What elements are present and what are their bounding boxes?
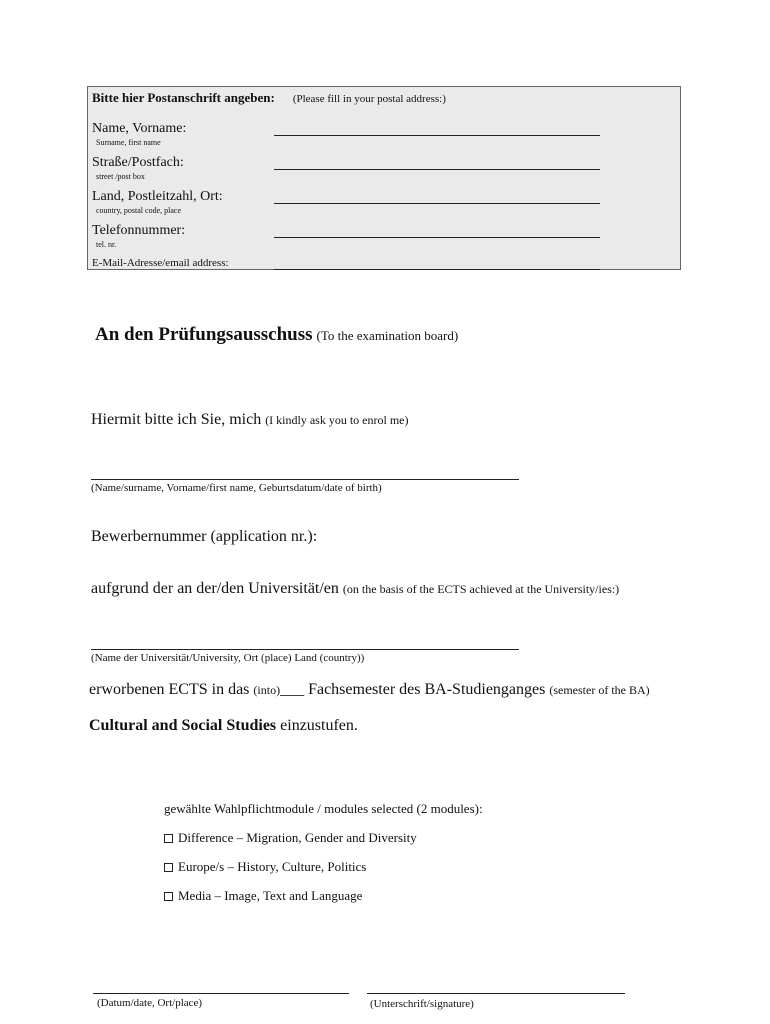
field-sub-phone: tel. nr.: [96, 240, 117, 249]
field-sub-country: country, postal code, place: [96, 206, 182, 215]
program-name: Cultural and Social Studies: [89, 717, 277, 734]
field-label-name: Name, Vorname:: [92, 121, 187, 136]
signature-caption: (Unterschrift/signature): [370, 998, 474, 1010]
module-label-difference: Difference – Migration, Gender and Diversity: [178, 830, 417, 845]
semester-part2: Fachsemester des BA-Studienganges: [308, 681, 546, 698]
postal-box-title-en: (Please fill in your postal address:): [292, 93, 446, 105]
phone-line: [274, 237, 600, 238]
basis-main: aufgrund der an der/den Universität/en: [91, 580, 339, 597]
program-line: [89, 717, 358, 735]
program-rest: einzustufen.: [280, 717, 358, 734]
semester-into: (into): [253, 683, 281, 697]
field-sub-name: Surname, first name: [96, 138, 161, 147]
university-line: [91, 649, 519, 650]
street-line: [274, 169, 600, 170]
module-item-difference[interactable]: [164, 830, 417, 846]
semester-en: (semester of the BA): [549, 683, 650, 697]
basis-line: [91, 580, 619, 598]
page-heading: [95, 324, 458, 346]
semester-line: [89, 681, 650, 699]
basis-en: (on the basis of the ECTS achieved at the University/ies:): [342, 582, 620, 596]
university-input[interactable]: [91, 632, 523, 650]
modules-title: gewählte Wahlpflichtmodule / modules selected (2 modules):: [164, 801, 483, 816]
module-item-europe[interactable]: [164, 859, 366, 875]
name-line: [274, 135, 600, 136]
applicant-name-input[interactable]: [91, 462, 523, 480]
module-checkbox-europe[interactable]: [164, 863, 173, 872]
heading-en: (To the examination board): [316, 328, 459, 343]
signature-input[interactable]: [367, 976, 629, 994]
date-place-input[interactable]: [93, 976, 353, 994]
field-label-phone: Telefonnummer:: [92, 223, 186, 238]
field-label-street: Straße/Postfach:: [92, 155, 184, 170]
module-checkbox-difference[interactable]: [164, 834, 173, 843]
field-label-email: E-Mail-Adresse/email address:: [92, 257, 229, 269]
module-label-europe: Europe/s – History, Culture, Politics: [178, 859, 367, 874]
postal-box-title-de: Bitte hier Postanschrift angeben:: [92, 90, 275, 105]
country-line: [274, 203, 600, 204]
module-item-media[interactable]: [164, 888, 362, 904]
signature-line: [367, 993, 625, 994]
request-en: (I kindly ask you to enrol me): [265, 413, 409, 427]
university-caption: (Name der Universität/University, Ort (place) Land (country)): [91, 652, 365, 664]
request-main: Hiermit bitte ich Sie, mich: [91, 411, 262, 428]
date-place-caption: (Datum/date, Ort/place): [97, 997, 203, 1009]
date-place-line: [93, 993, 349, 994]
module-checkbox-media[interactable]: [164, 892, 173, 901]
heading-main: An den Prüfungsausschuss: [95, 324, 313, 345]
field-label-country: Land, Postleitzahl, Ort:: [92, 189, 223, 204]
semester-blank[interactable]: ___: [280, 681, 305, 698]
email-line: [274, 269, 600, 270]
field-sub-street: street /post box: [96, 172, 145, 181]
postal-address-box: [87, 86, 681, 270]
semester-part1: erworbenen ECTS in das: [89, 681, 250, 698]
applicant-name-caption: (Name/surname, Vorname/first name, Geburtsdatum/date of birth): [91, 482, 382, 494]
module-label-media: Media – Image, Text and Language: [178, 888, 363, 903]
postal-box-title: [92, 90, 446, 106]
application-number-label: Bewerbernummer (application nr.):: [91, 528, 318, 545]
applicant-name-line: [91, 479, 519, 480]
application-number-input[interactable]: [352, 528, 536, 548]
request-line: [91, 411, 409, 429]
